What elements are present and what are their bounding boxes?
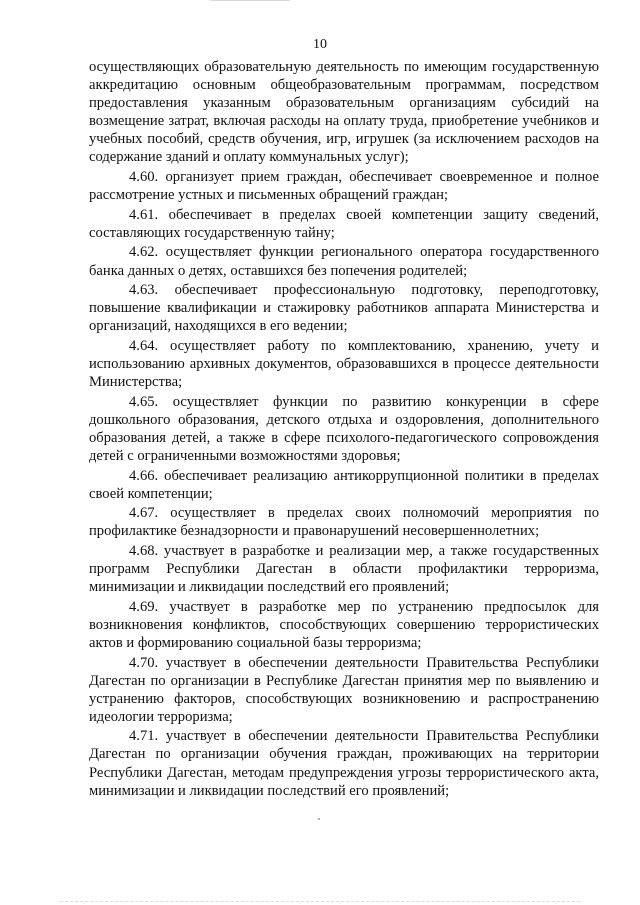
document-paragraph: 4.69. участвует в разработке мер по устранению предпосылок для возникновения конфликтов, способствующих совершению террористических актов и формированию социальной базы терроризма; xyxy=(89,598,599,651)
scan-bottom-edge xyxy=(60,901,580,903)
document-paragraph: 4.68. участвует в разработке и реализации мер, а также государственных программ Республики Дагестан в области профилактики терроризма, минимизации и ликвидации последствий его проявлений; xyxy=(89,542,599,596)
document-paragraph: 4.66. обеспечивает реализацию антикоррупционной политики в пределах своей компетенции; xyxy=(89,467,599,502)
document-paragraph: 4.70. участвует в обеспечении деятельности Правительства Республики Дагестан по организации в Республике Дагестан принятия мер по выявлению и устранению факторов, способствующих возникновению и распространению идеологии терроризма; xyxy=(89,654,599,725)
scan-edge-line xyxy=(210,0,290,1)
document-paragraph: 4.71. участвует в обеспечении деятельности Правительства Республики Дагестан по организации обучения граждан, проживающих на территории Республики Дагестан, методам предупреждения угрозы террористического акта, минимизации и ликвидации последствий его проявлений; xyxy=(89,728,599,799)
document-paragraph: 4.63. обеспечивает профессиональную подготовку, переподготовку, повышение квалификации и стажировку работников аппарата Министерства и организаций, находящихся в его ведении; xyxy=(89,282,599,335)
document-body xyxy=(89,58,599,800)
document-paragraph: 4.64. осуществляет работу по комплектованию, хранению, учету и использованию архивных документов, образовавшихся в процессе деятельности Министерства; xyxy=(89,337,599,391)
scan-speck xyxy=(318,818,320,820)
document-paragraph: 4.65. осуществляет функции по развитию конкуренции в сфере дошкольного образования, детского отдыха и оздоровления, дополнительного образования детей, а также в сфере психолого-педагогического сопровождения детей с ограниченными возможностями здоровья; xyxy=(89,393,599,464)
document-paragraph: 4.67. осуществляет в пределах своих полномочий мероприятия по профилактике безнадзорности и правонарушений несовершеннолетних; xyxy=(89,505,599,540)
document-paragraph: 4.61. обеспечивает в пределах своей компетенции защиту сведений, составляющих государственную тайну; xyxy=(89,206,599,241)
document-paragraph: 4.60. организует прием граждан, обеспечивает своевременное и полное рассмотрение устных и письменных обращений граждан; xyxy=(89,169,599,204)
page-number: 10 xyxy=(313,37,327,52)
document-paragraph: 4.62. осуществляет функции регионального оператора государственного банка данных о детях, оставшихся без попечения родителей; xyxy=(89,244,599,279)
document-paragraph: осуществляющих образовательную деятельность по имеющим государственную аккредитацию основным общеобразовательным программам, посредством предоставления указанным образовательным организациям субсидий на возмещение затрат, включая расходы на оплату труда, приобретение учебников и учебных пособий, средств обучения, игр, игрушек (за исключением расходов на содержание зданий и оплату коммунальных услуг); xyxy=(89,59,599,166)
